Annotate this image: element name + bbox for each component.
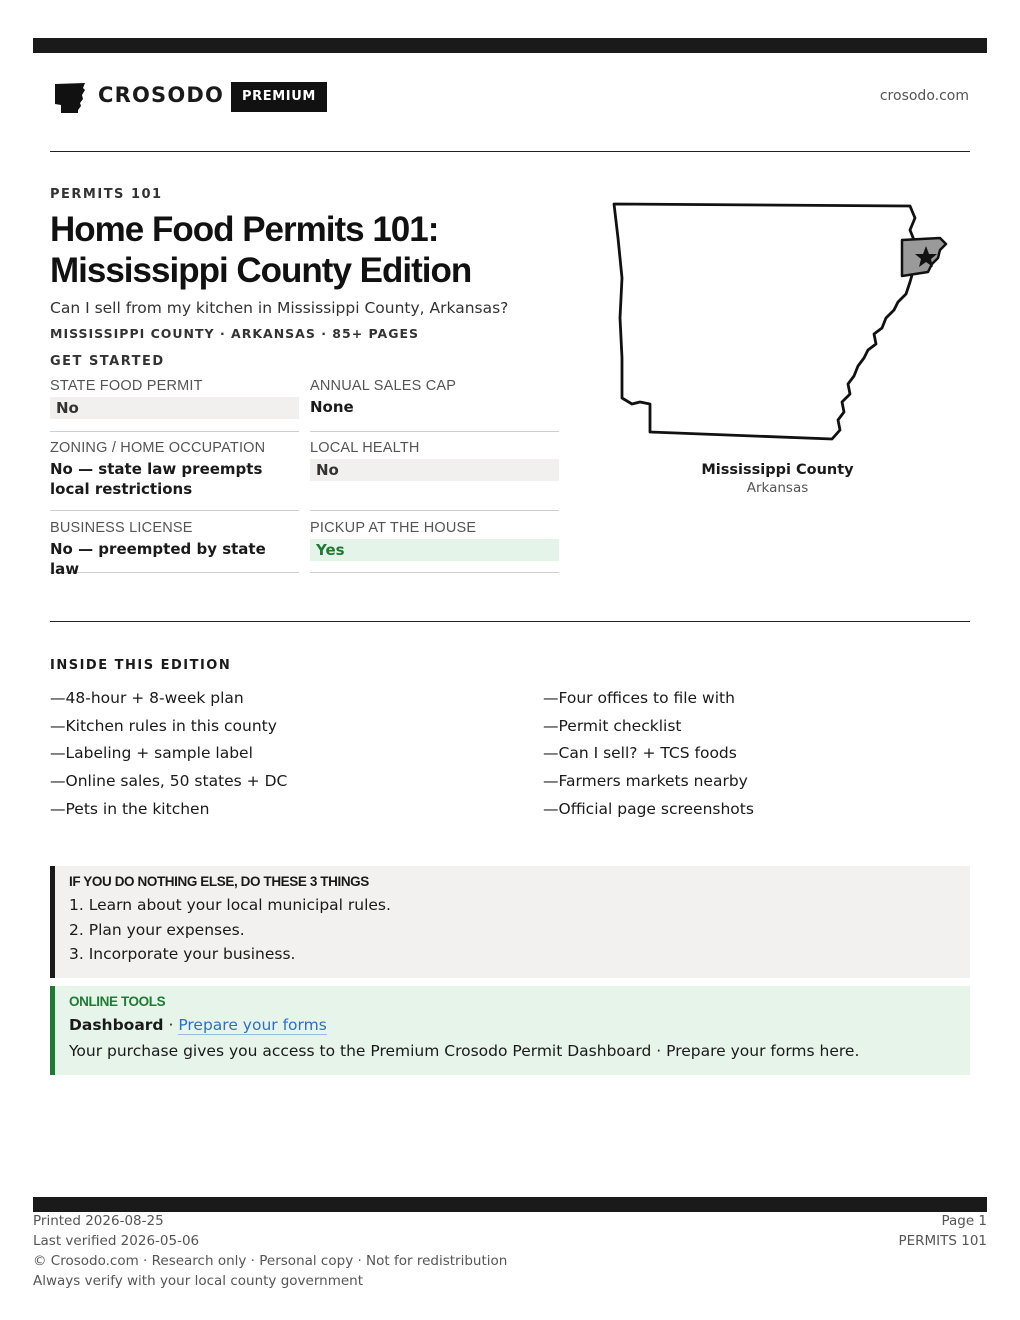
callout-heading: IF YOU DO NOTHING ELSE, DO THESE 3 THINGS (69, 874, 369, 889)
fact-label: BUSINESS LICENSE (50, 520, 193, 536)
map-county-name: Mississippi County (701, 462, 854, 478)
fact-value: No — preempted by state law (50, 540, 266, 578)
fact-label: LOCAL HEALTH (310, 440, 420, 456)
page-number: Page 1 (941, 1213, 987, 1229)
bottom-bar (33, 1197, 987, 1212)
arkansas-logo-icon (54, 83, 86, 113)
get-started-heading: GET STARTED (50, 354, 165, 369)
fact-zoning-home-occupation (50, 440, 299, 511)
dashboard-label: Dashboard (69, 1016, 164, 1034)
printed-date: Printed 2026-08-25 (33, 1213, 164, 1229)
page-title (50, 209, 590, 291)
fact-value: No (310, 459, 559, 481)
fact-annual-sales-cap (310, 378, 559, 432)
contents-item: —Pets in the kitchen (50, 799, 210, 818)
fact-value: No (50, 397, 299, 419)
fact-label: ZONING / HOME OCCUPATION (50, 440, 266, 456)
map-state-name: Arkansas (746, 480, 809, 496)
header-divider (50, 151, 970, 152)
contents-item: —Official page screenshots (543, 799, 754, 818)
fact-label: ANNUAL SALES CAP (310, 378, 457, 394)
contents-item: —Farmers markets nearby (543, 772, 748, 791)
top-bar (33, 38, 987, 53)
arkansas-county-map (610, 198, 950, 448)
title-line-1: Home Food Permits 101: (50, 210, 439, 249)
contents-list-right (543, 685, 754, 824)
separator: · (163, 1016, 179, 1034)
fact-value: No — state law preempts local restrictions (50, 460, 263, 498)
todo-item: 3. Incorporate your business. (69, 945, 296, 963)
fact-value: Yes (310, 539, 559, 561)
map-caption (610, 462, 945, 496)
todo-item: 2. Plan your expenses. (69, 920, 245, 939)
todo-item: 1. Learn about your local municipal rules. (69, 896, 391, 914)
todo-list (69, 893, 970, 967)
verify-note: Always verify with your local county government (33, 1273, 363, 1289)
section-kicker: PERMITS 101 (50, 187, 163, 202)
contents-item: —Permit checklist (543, 716, 682, 735)
contents-item: —Labeling + sample label (50, 744, 253, 763)
premium-badge: PREMIUM (231, 82, 327, 112)
contents-list-left (50, 685, 287, 824)
edition-meta: MISSISSIPPI COUNTY · ARKANSAS · 85+ PAGES (50, 326, 420, 341)
fact-business-license (50, 520, 299, 578)
site-url[interactable]: crosodo.com (879, 88, 969, 104)
tools-description: Your purchase gives you access to the Premium Crosodo Permit Dashboard · Prepare your forms here. (69, 1042, 860, 1060)
fact-label: PICKUP AT THE HOUSE (310, 520, 477, 536)
contents-item: —Kitchen rules in this county (50, 716, 277, 735)
three-things-callout (50, 866, 970, 978)
contents-item: —Can I sell? + TCS foods (543, 744, 737, 763)
copyright-notice: © Crosodo.com · Research only · Personal copy · Not for redistribution (33, 1253, 508, 1269)
contents-item: —48-hour + 8-week plan (50, 689, 244, 707)
fact-pickup-at-house (310, 520, 559, 573)
footer-section: PERMITS 101 (898, 1233, 987, 1249)
section-divider (50, 621, 970, 622)
fact-label: STATE FOOD PERMIT (50, 378, 203, 394)
dashboard-line (69, 1013, 970, 1037)
brand-name: CROSODO (98, 83, 225, 107)
fact-state-food-permit (50, 378, 299, 432)
page-subtitle: Can I sell from my kitchen in Mississippi County, Arkansas? (50, 299, 509, 317)
verified-date: Last verified 2026-05-06 (33, 1233, 200, 1249)
fact-value: None (310, 398, 354, 416)
footer-left (33, 1211, 507, 1291)
prepare-forms-link[interactable]: Prepare your forms (178, 1016, 327, 1034)
inside-edition-heading: INSIDE THIS EDITION (50, 658, 232, 673)
page-header (50, 80, 970, 114)
callout-heading: ONLINE TOOLS (69, 994, 166, 1009)
contents-item: —Four offices to file with (543, 689, 735, 707)
title-line-2: Mississippi County Edition (50, 251, 472, 290)
online-tools-callout (50, 986, 970, 1075)
fact-local-health (310, 440, 559, 511)
contents-item: —Online sales, 50 states + DC (50, 772, 288, 791)
footer-right (898, 1211, 987, 1251)
arkansas-outline (614, 204, 915, 439)
